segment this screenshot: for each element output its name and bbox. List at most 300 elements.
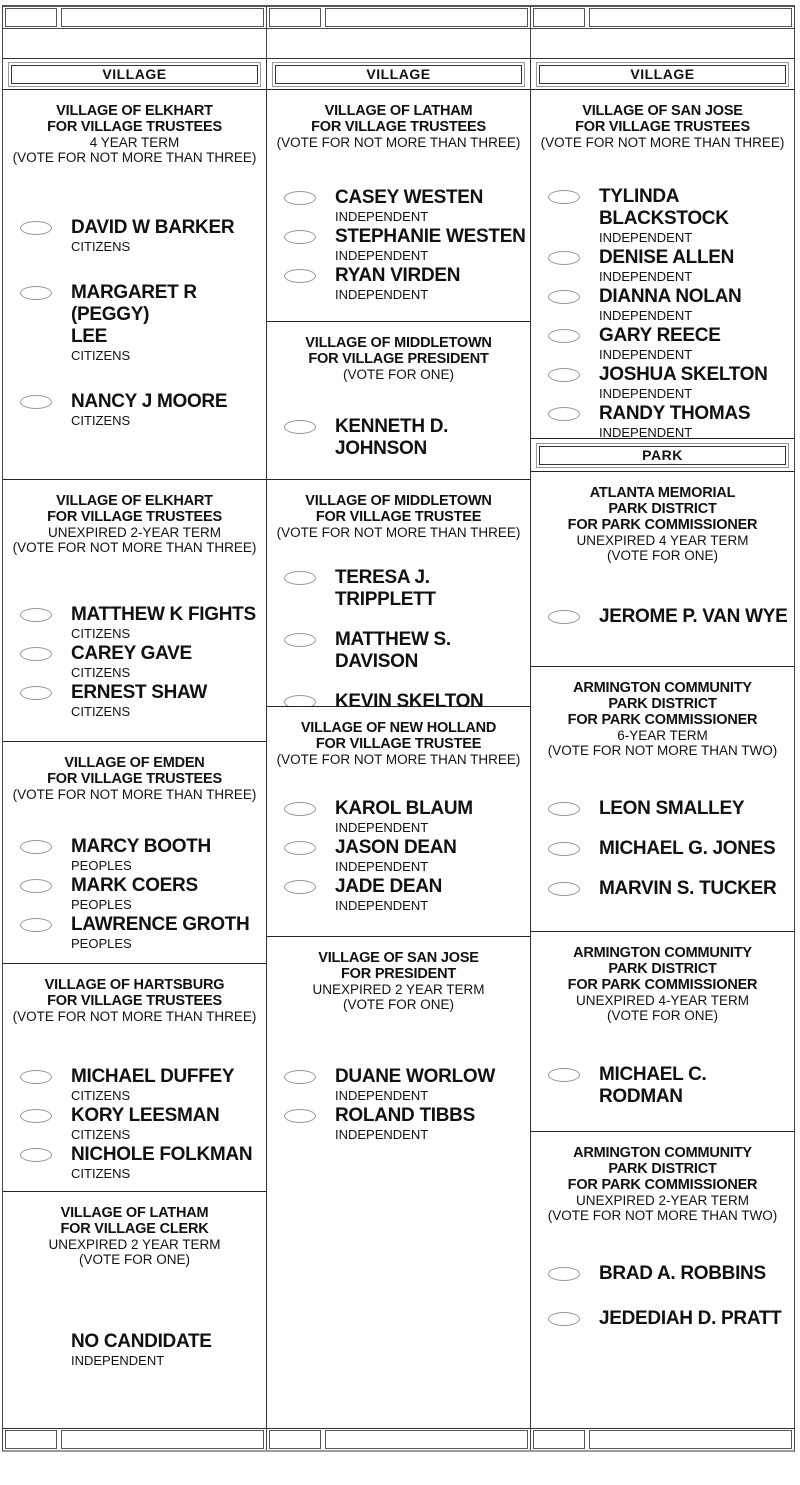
timing-mark-box (269, 1430, 321, 1449)
contest-instruction-line: UNEXPIRED 2 YEAR TERM (312, 982, 485, 997)
candidate-name-line: LAWRENCE GROTH (71, 914, 250, 935)
contest-c3r1 (531, 89, 794, 438)
candidate-row (3, 1105, 266, 1142)
contest-title-line: VILLAGE OF ELKHART (56, 493, 213, 509)
candidate-row (531, 186, 794, 245)
contest-instruction-line: (VOTE FOR NOT MORE THAN THREE) (276, 525, 521, 540)
contest-instruction-line: UNEXPIRED 2-YEAR TERM (47, 525, 222, 540)
candidate-name (599, 247, 794, 269)
timing-mark-box (589, 1430, 792, 1449)
candidate-row (3, 1066, 266, 1103)
contest-instruction-line: 6-YEAR TERM (617, 728, 708, 743)
vote-oval[interactable] (548, 190, 580, 204)
candidate-row (267, 1066, 530, 1103)
candidate-list (267, 416, 530, 460)
vote-oval[interactable] (20, 686, 52, 700)
candidate-name-line: JEROME P. VAN WYE (599, 606, 788, 627)
candidate-name-line: JASON DEAN (335, 837, 457, 858)
contest-title-line: FOR VILLAGE PRESIDENT (308, 351, 489, 367)
contest-instruction-line: (VOTE FOR NOT MORE THAN THREE) (540, 135, 785, 150)
vote-oval[interactable] (20, 918, 52, 932)
vote-oval[interactable] (548, 251, 580, 265)
timing-mark-box (61, 1430, 264, 1449)
blank-band-segment (3, 29, 267, 58)
candidate-row (267, 567, 530, 611)
candidate-name (71, 217, 266, 239)
candidate-party: CITIZENS (71, 704, 131, 719)
candidate-party: CITIZENS (71, 1127, 131, 1142)
candidate-row (3, 682, 266, 719)
timing-mark-segment (3, 1429, 267, 1450)
candidate-party: INDEPENDENT (335, 248, 429, 263)
candidate-name-line: ROLAND TIBBS (335, 1105, 475, 1126)
vote-oval[interactable] (20, 221, 52, 235)
blank-band-segment (531, 29, 794, 58)
candidate-name (71, 682, 266, 704)
candidate-name (335, 567, 530, 611)
contest-c2r1 (267, 89, 530, 321)
vote-oval[interactable] (284, 230, 316, 244)
timing-mark-box (269, 8, 321, 27)
candidate-row (3, 875, 266, 912)
timing-mark-segment (267, 1429, 531, 1450)
timing-mark-box (325, 8, 528, 27)
candidate-name (71, 1331, 266, 1353)
candidate-name-line: TERESA J. TRIPPLETT (335, 567, 436, 610)
contest-title-line: ATLANTA MEMORIAL (589, 485, 736, 501)
contest-title-line: FOR VILLAGE TRUSTEE (315, 509, 482, 525)
vote-oval[interactable] (284, 695, 316, 706)
candidate-name (599, 186, 794, 230)
contest-title-line: VILLAGE OF HARTSBURG (44, 977, 225, 993)
contest-header (3, 90, 266, 165)
candidate-name-line: MARGARET R (PEGGY) (71, 282, 197, 325)
blank-band-segment (267, 29, 531, 58)
candidate-list (531, 1263, 794, 1330)
vote-oval[interactable] (284, 1070, 316, 1084)
candidate-name (71, 1105, 266, 1127)
vote-oval[interactable] (20, 1148, 52, 1162)
candidate-name (599, 606, 794, 628)
candidate-row (3, 604, 266, 641)
candidate-row (531, 878, 794, 900)
candidate-name-line: JEDEDIAH D. PRATT (599, 1308, 782, 1329)
contest-title-line: FOR PARK COMMISSIONER (567, 712, 758, 728)
candidate-name-line: CAREY GAVE (71, 643, 192, 664)
candidate-list (267, 1066, 530, 1142)
contest-title-line: VILLAGE OF MIDDLETOWN (305, 493, 492, 509)
vote-oval[interactable] (20, 286, 52, 300)
contest-c3r3 (531, 666, 794, 931)
candidate-row (531, 798, 794, 820)
contest-title-line: VILLAGE OF LATHAM (60, 1205, 209, 1221)
candidate-row (531, 1263, 794, 1285)
candidate-name-line: STEPHANIE WESTEN (335, 226, 526, 247)
contest-title-line: VILLAGE OF EMDEN (64, 755, 205, 771)
contest-title-line: VILLAGE OF SAN JOSE (318, 950, 479, 966)
candidate-list (267, 187, 530, 302)
section-header-label: VILLAGE (275, 65, 522, 84)
candidate-row (267, 416, 530, 460)
candidate-name-line: DUANE WORLOW (335, 1066, 495, 1087)
candidate-name (335, 416, 530, 460)
ballot-column-1 (3, 59, 267, 1428)
candidate-name (599, 403, 794, 425)
contest-instruction-line: (VOTE FOR NOT MORE THAN THREE) (276, 752, 521, 767)
candidate-name-line: DAVID W BARKER (71, 217, 235, 238)
contest-title-line: ARMINGTON COMMUNITY (573, 680, 752, 696)
candidate-name (599, 286, 794, 308)
candidate-name (599, 325, 794, 347)
contest-instruction-line: (VOTE FOR NOT MORE THAN THREE) (12, 1009, 257, 1024)
timing-mark-segment (3, 7, 267, 28)
candidate-name-line: NICHOLE FOLKMAN (71, 1144, 253, 1165)
timing-mark-box (5, 1430, 57, 1449)
section-header-box (536, 443, 789, 468)
contest-header (267, 937, 530, 1012)
ballot-columns (3, 59, 794, 1428)
section-header-row (531, 59, 794, 89)
candidate-name-line: CASEY WESTEN (335, 187, 484, 208)
vote-oval[interactable] (548, 329, 580, 343)
ballot-page (2, 5, 795, 1452)
candidate-row (3, 836, 266, 873)
candidate-name (599, 1263, 794, 1285)
timing-mark-box (5, 8, 57, 27)
candidate-name (71, 643, 266, 665)
vote-oval[interactable] (548, 842, 580, 856)
candidate-name (335, 798, 530, 820)
contest-title-line: FOR VILLAGE TRUSTEE (315, 736, 482, 752)
candidate-name-line: MARCY BOOTH (71, 836, 211, 857)
timing-mark-box (325, 1430, 528, 1449)
contest-instruction-line: (VOTE FOR NOT MORE THAN THREE) (12, 540, 257, 555)
vote-oval[interactable] (284, 633, 316, 647)
contest-list (531, 89, 794, 1428)
contest-c1r4 (3, 963, 266, 1191)
candidate-name-line: MICHAEL DUFFEY (71, 1066, 235, 1087)
contest-title-line: VILLAGE OF SAN JOSE (582, 103, 743, 119)
candidate-party: PEOPLES (71, 897, 132, 912)
contest-title-line: ARMINGTON COMMUNITY (573, 945, 752, 961)
candidate-name-line: MATTHEW K FIGHTS (71, 604, 256, 625)
contest-c3r2 (531, 471, 794, 666)
candidate-party: CITIZENS (71, 239, 131, 254)
contest-c2r3 (267, 479, 530, 706)
contest-header (267, 480, 530, 540)
timing-mark-box (533, 1430, 585, 1449)
candidate-row (3, 1144, 266, 1181)
vote-oval[interactable] (284, 420, 316, 434)
candidate-row (531, 364, 794, 401)
candidate-list (3, 604, 266, 719)
candidate-name (71, 914, 266, 936)
contest-header (531, 932, 794, 1023)
candidate-list (531, 606, 794, 628)
candidate-party: CITIZENS (71, 1166, 131, 1181)
timing-mark-segment (531, 1429, 794, 1450)
contest-c3r4 (531, 931, 794, 1131)
vote-oval[interactable] (548, 368, 580, 382)
contest-instruction-line: (VOTE FOR NOT MORE THAN THREE) (12, 787, 257, 802)
timing-mark-segment (531, 7, 794, 28)
candidate-name-line: BRAD A. ROBBINS (599, 1263, 766, 1284)
contest-title-line: PARK DISTRICT (608, 501, 717, 517)
candidate-name-line: NO CANDIDATE (71, 1331, 212, 1352)
section-header-label: VILLAGE (539, 65, 786, 84)
contest-list (3, 89, 266, 1428)
contest-title-line: FOR VILLAGE TRUSTEES (47, 509, 222, 525)
contest-instruction-line: UNEXPIRED 2-YEAR TERM (575, 1193, 750, 1208)
candidate-list (267, 567, 530, 706)
section-header-row (3, 59, 266, 89)
contest-title-line: VILLAGE OF NEW HOLLAND (300, 720, 497, 736)
contest-title-line: PARK DISTRICT (608, 696, 717, 712)
candidate-row (267, 629, 530, 673)
contest-instruction-line: (VOTE FOR ONE) (79, 1252, 190, 1267)
timing-mark-box (61, 8, 264, 27)
candidate-row (267, 226, 530, 263)
vote-oval[interactable] (548, 1267, 580, 1281)
candidate-row (267, 1105, 530, 1142)
section-header-row (531, 438, 794, 471)
candidate-row (531, 286, 794, 323)
contest-c1r3 (3, 741, 266, 963)
candidate-party: INDEPENDENT (335, 1088, 429, 1103)
candidate-party: INDEPENDENT (599, 230, 693, 245)
candidate-party: INDEPENDENT (335, 209, 429, 224)
timing-mark-row-bottom (3, 1428, 794, 1450)
candidate-row (531, 325, 794, 362)
candidate-row (531, 606, 794, 628)
candidate-name-line: KEVIN SKELTON (335, 691, 484, 706)
blank-band (3, 29, 794, 59)
candidate-row (3, 1331, 266, 1368)
contest-title-line: FOR PRESIDENT (340, 966, 457, 982)
candidate-name (335, 629, 530, 673)
contest-c3r5 (531, 1131, 794, 1428)
contest-title-line: FOR VILLAGE TRUSTEES (47, 993, 222, 1009)
section-header-box (8, 62, 261, 87)
contest-title-line: ARMINGTON COMMUNITY (573, 1145, 752, 1161)
candidate-row (267, 876, 530, 913)
candidate-name-line: GARY REECE (599, 325, 721, 346)
vote-oval[interactable] (20, 1109, 52, 1123)
vote-oval[interactable] (284, 802, 316, 816)
contest-title-line: FOR VILLAGE TRUSTEES (575, 119, 750, 135)
contest-title-line: FOR PARK COMMISSIONER (567, 977, 758, 993)
candidate-name (71, 875, 266, 897)
contest-instruction-line: UNEXPIRED 4 YEAR TERM (576, 533, 749, 548)
contest-header (3, 742, 266, 802)
vote-oval[interactable] (548, 1312, 580, 1326)
candidate-name-line: JOSHUA SKELTON (599, 364, 768, 385)
contest-instruction-line: (VOTE FOR NOT MORE THAN THREE) (12, 150, 257, 165)
candidate-name (599, 838, 794, 860)
section-header-row (267, 59, 530, 89)
candidate-party: INDEPENDENT (335, 820, 429, 835)
vote-oval[interactable] (548, 882, 580, 896)
contest-header (531, 90, 794, 150)
contest-instruction-line: UNEXPIRED 4-YEAR TERM (575, 993, 750, 1008)
ballot-column-3 (531, 59, 794, 1428)
contest-header (531, 1132, 794, 1223)
timing-mark-box (533, 8, 585, 27)
candidate-list (3, 836, 266, 951)
section-header-label: PARK (539, 446, 786, 465)
candidate-name-line: TYLINDA BLACKSTOCK (599, 186, 729, 229)
candidate-name (335, 1105, 530, 1127)
contest-instruction-line: (VOTE FOR NOT MORE THAN THREE) (276, 135, 521, 150)
vote-oval[interactable] (284, 269, 316, 283)
contest-instruction-line: 4 YEAR TERM (89, 135, 180, 150)
candidate-party: INDEPENDENT (335, 287, 429, 302)
candidate-name (599, 1308, 794, 1330)
candidate-party: INDEPENDENT (599, 425, 693, 438)
vote-oval[interactable] (548, 290, 580, 304)
contest-header (267, 322, 530, 382)
candidate-row (3, 282, 266, 363)
candidate-list (3, 217, 266, 428)
vote-oval[interactable] (548, 407, 580, 421)
candidate-party: INDEPENDENT (335, 859, 429, 874)
candidate-name-line: MARK COERS (71, 875, 198, 896)
vote-oval[interactable] (284, 571, 316, 585)
candidate-party: CITIZENS (71, 348, 131, 363)
vote-oval[interactable] (548, 610, 580, 624)
candidate-party: PEOPLES (71, 858, 132, 873)
candidate-party: INDEPENDENT (599, 386, 693, 401)
contest-title-line: VILLAGE OF ELKHART (56, 103, 213, 119)
candidate-name-line: KENNETH D. JOHNSON (335, 416, 449, 459)
contest-header (3, 1192, 266, 1267)
vote-oval[interactable] (20, 395, 52, 409)
ballot-column-2 (267, 59, 531, 1428)
candidate-row (267, 798, 530, 835)
candidate-name-line: DENISE ALLEN (599, 247, 735, 268)
vote-oval[interactable] (20, 1070, 52, 1084)
contest-c2r4 (267, 706, 530, 936)
contest-title-line: FOR PARK COMMISSIONER (567, 517, 758, 533)
vote-oval[interactable] (284, 841, 316, 855)
candidate-name-line: MATTHEW S. DAVISON (335, 629, 451, 672)
vote-oval[interactable] (548, 1068, 580, 1082)
candidate-name-line: NANCY J MOORE (71, 391, 228, 412)
contest-title-line: FOR VILLAGE TRUSTEES (47, 771, 222, 787)
candidate-list (3, 1066, 266, 1181)
candidate-name-line: LEON SMALLEY (599, 798, 745, 819)
candidate-party: INDEPENDENT (335, 898, 429, 913)
candidate-row (531, 247, 794, 284)
candidate-party: CITIZENS (71, 626, 131, 641)
vote-oval[interactable] (20, 879, 52, 893)
candidate-party: CITIZENS (71, 413, 131, 428)
contest-c1r5 (3, 1191, 266, 1428)
candidate-name (335, 1066, 530, 1088)
candidate-name-line: DIANNA NOLAN (599, 286, 742, 307)
candidate-name-line: KORY LEESMAN (71, 1105, 220, 1126)
vote-oval[interactable] (20, 840, 52, 854)
candidate-name-line: KAROL BLAUM (335, 798, 473, 819)
candidate-party: CITIZENS (71, 665, 131, 680)
candidate-name (71, 836, 266, 858)
contest-title-line: VILLAGE OF MIDDLETOWN (305, 335, 492, 351)
candidate-party: INDEPENDENT (599, 347, 693, 362)
vote-oval[interactable] (284, 1109, 316, 1123)
candidate-list (3, 1331, 266, 1368)
candidate-name (599, 364, 794, 386)
candidate-list (531, 798, 794, 900)
contest-instruction-line: (VOTE FOR NOT MORE THAN TWO) (547, 1208, 778, 1223)
candidate-name (71, 1066, 266, 1088)
candidate-name (71, 604, 266, 626)
candidate-name (335, 226, 530, 248)
contest-header (531, 472, 794, 563)
candidate-name (71, 1144, 266, 1166)
vote-oval[interactable] (20, 647, 52, 661)
contest-instruction-line: (VOTE FOR NOT MORE THAN TWO) (547, 743, 778, 758)
candidate-name-line: RANDY THOMAS (599, 403, 751, 424)
candidate-row (3, 914, 266, 951)
candidate-row (3, 217, 266, 254)
timing-mark-box (589, 8, 792, 27)
candidate-name-line: JADE DEAN (335, 876, 443, 897)
candidate-party: CITIZENS (71, 1088, 131, 1103)
contest-title-line: PARK DISTRICT (608, 961, 717, 977)
candidate-list (531, 1064, 794, 1108)
candidate-row (531, 1064, 794, 1108)
timing-mark-segment (267, 7, 531, 28)
candidate-party: INDEPENDENT (71, 1353, 165, 1368)
contest-c2r5 (267, 936, 530, 1428)
contest-instruction-line: (VOTE FOR ONE) (343, 367, 454, 382)
candidate-name (335, 876, 530, 898)
candidate-name (599, 878, 794, 900)
contest-instruction-line: (VOTE FOR ONE) (607, 548, 718, 563)
candidate-name (599, 798, 794, 820)
contest-instruction-line: UNEXPIRED 2 YEAR TERM (48, 1237, 221, 1252)
candidate-row (267, 691, 530, 706)
section-header-box (536, 62, 789, 87)
contest-c1r2 (3, 479, 266, 741)
contest-header (267, 707, 530, 767)
candidate-name (71, 282, 266, 348)
vote-oval[interactable] (284, 191, 316, 205)
vote-oval[interactable] (284, 880, 316, 894)
candidate-party: INDEPENDENT (599, 269, 693, 284)
candidate-list (267, 798, 530, 913)
contest-c1r1 (3, 89, 266, 479)
vote-oval[interactable] (548, 802, 580, 816)
vote-oval[interactable] (20, 608, 52, 622)
candidate-row (267, 187, 530, 224)
candidate-name (599, 1064, 794, 1108)
contest-header (531, 667, 794, 758)
contest-title-line: VILLAGE OF LATHAM (324, 103, 473, 119)
contest-title-line: FOR VILLAGE CLERK (60, 1221, 209, 1237)
candidate-name-line: RYAN VIRDEN (335, 265, 461, 286)
candidate-name (335, 187, 530, 209)
candidate-row (531, 838, 794, 860)
candidate-name-line: LEE (71, 326, 108, 347)
candidate-name (335, 265, 530, 287)
contest-title-line: FOR PARK COMMISSIONER (567, 1177, 758, 1193)
candidate-list (531, 186, 794, 438)
candidate-name (71, 391, 266, 413)
section-header-label: VILLAGE (11, 65, 258, 84)
candidate-row (3, 391, 266, 428)
contest-header (3, 964, 266, 1024)
